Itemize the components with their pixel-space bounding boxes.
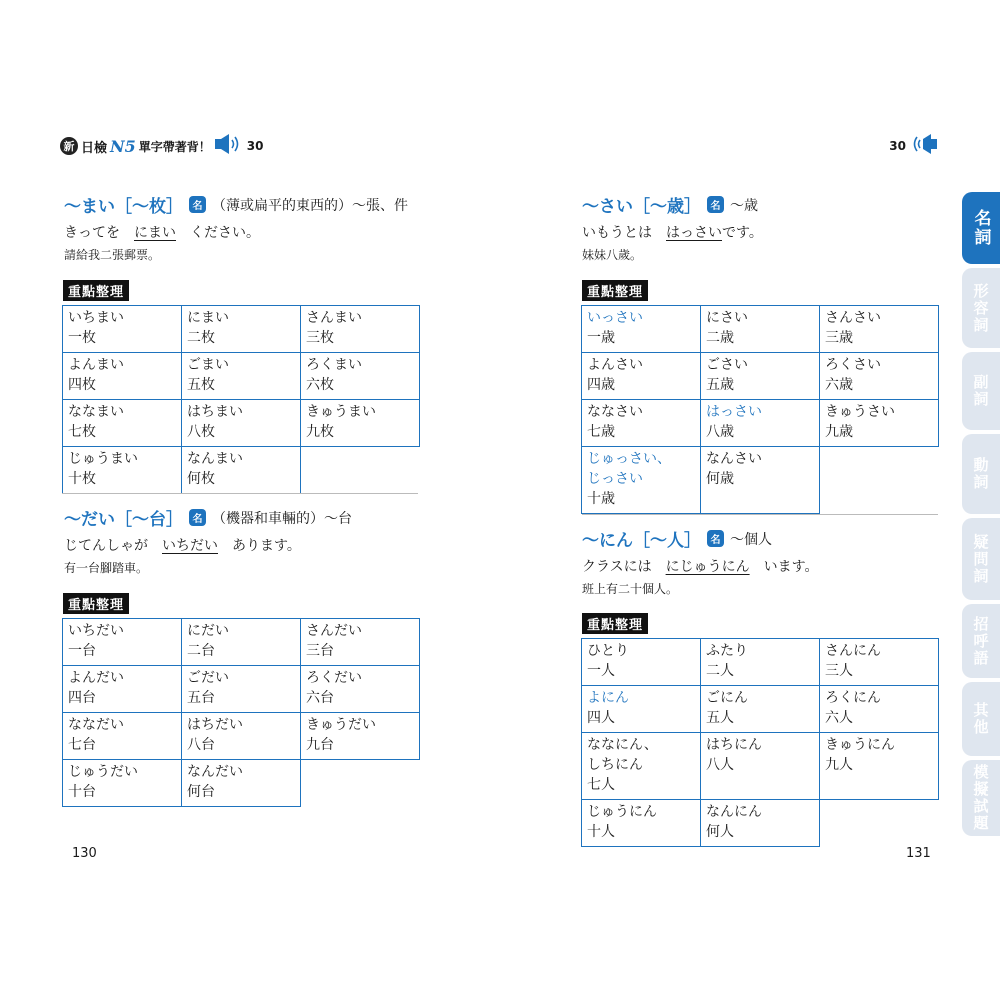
cell-kana: はちだい bbox=[187, 717, 243, 733]
entry-mai bbox=[64, 192, 444, 263]
speaker-icon[interactable] bbox=[214, 133, 242, 159]
table-row bbox=[63, 760, 420, 807]
right-page bbox=[500, 0, 1000, 1000]
example-sentence: じてんしゃが いちだい あります。 bbox=[64, 538, 301, 554]
table-row bbox=[63, 306, 420, 353]
table-cell bbox=[63, 353, 182, 400]
cell-kanji: 六歳 bbox=[825, 377, 853, 393]
cell-kana: じゅうまい bbox=[68, 451, 138, 467]
table-cell-empty bbox=[820, 800, 939, 847]
table-row bbox=[582, 686, 939, 733]
tab-8[interactable]: 模擬試題 bbox=[962, 760, 1000, 836]
pos-badge: 名 bbox=[707, 196, 724, 213]
speaker-icon[interactable] bbox=[910, 133, 938, 159]
cell-kanji: 五枚 bbox=[187, 377, 215, 393]
tab-2[interactable]: 形容詞 bbox=[962, 268, 1000, 348]
section-divider bbox=[582, 514, 938, 515]
cell-kana: さんさい bbox=[825, 310, 881, 326]
tab-3[interactable]: 副詞 bbox=[962, 352, 1000, 430]
entry-word: ～にん［～人］ bbox=[582, 531, 701, 551]
cell-kanji: 四枚 bbox=[68, 377, 96, 393]
track-number: 30 bbox=[246, 139, 264, 153]
entry-meaning: ～歳 bbox=[730, 197, 758, 214]
cell-kana: なんまい bbox=[187, 451, 243, 467]
cell-kanji: 一枚 bbox=[68, 330, 96, 346]
table-cell bbox=[182, 666, 301, 713]
example-translation: 妹妹八歲。 bbox=[582, 248, 643, 262]
cell-kanji: 九人 bbox=[825, 757, 853, 773]
cell-kanji: 九枚 bbox=[306, 424, 334, 440]
cell-kanji: 九歳 bbox=[825, 424, 853, 440]
cell-kana: よにん bbox=[587, 690, 629, 706]
cell-kana: じゅっさい、 bbox=[587, 451, 671, 467]
table-cell bbox=[582, 447, 701, 514]
cell-kana: ろくだい bbox=[306, 670, 362, 686]
entry-nin bbox=[582, 526, 962, 597]
cell-kana: ごにん bbox=[706, 690, 748, 706]
cell-kana: じゅうだい bbox=[68, 764, 138, 780]
table-cell bbox=[63, 713, 182, 760]
table-cell bbox=[820, 400, 939, 447]
cell-kanji: 十台 bbox=[68, 784, 96, 800]
summary-label: 重點整理 bbox=[63, 280, 129, 301]
cell-kana-alt: しちにん bbox=[587, 757, 643, 773]
table-row bbox=[582, 400, 939, 447]
cell-kana: ななだい bbox=[68, 717, 124, 733]
cell-kana: きゅうにん bbox=[825, 737, 895, 753]
cell-kanji: 七枚 bbox=[68, 424, 96, 440]
cell-kana: きゅうだい bbox=[306, 717, 376, 733]
cell-kana: さんまい bbox=[306, 310, 362, 326]
cell-kanji: 二枚 bbox=[187, 330, 215, 346]
example-translation: 有一台腳踏車。 bbox=[64, 561, 149, 575]
table-cell bbox=[182, 306, 301, 353]
cell-kana: にだい bbox=[187, 623, 229, 639]
cell-kanji: 五歳 bbox=[706, 377, 734, 393]
cell-kanji: 十枚 bbox=[68, 471, 96, 487]
book-header-right bbox=[887, 133, 938, 159]
cell-kanji: 二歳 bbox=[706, 330, 734, 346]
table-cell bbox=[63, 666, 182, 713]
table-row bbox=[582, 639, 939, 686]
cell-kana: じゅうにん bbox=[587, 804, 657, 820]
table-cell bbox=[63, 306, 182, 353]
example-sentence: いもうとは はっさいです。 bbox=[582, 225, 763, 241]
table-cell bbox=[301, 619, 420, 666]
cell-kana: はっさい bbox=[706, 404, 762, 420]
example-sentence: きってを にまい ください。 bbox=[64, 225, 260, 241]
cell-kana: はちにん bbox=[706, 737, 762, 753]
cell-kanji: 四歳 bbox=[587, 377, 615, 393]
cell-kana: よんだい bbox=[68, 670, 124, 686]
table-row bbox=[63, 447, 420, 494]
table-cell bbox=[701, 306, 820, 353]
cell-kana: はちまい bbox=[187, 404, 243, 420]
track-number: 30 bbox=[889, 139, 906, 153]
cell-kanji: 八枚 bbox=[187, 424, 215, 440]
cell-kana: なんだい bbox=[187, 764, 243, 780]
table-cell bbox=[63, 400, 182, 447]
cell-kanji: 七台 bbox=[68, 737, 96, 753]
example-translation: 請給我二張郵票。 bbox=[64, 248, 161, 262]
cell-kanji: 八歳 bbox=[706, 424, 734, 440]
table-cell-empty bbox=[301, 447, 420, 494]
cell-kana: さんにん bbox=[825, 643, 881, 659]
table-cell bbox=[582, 800, 701, 847]
entry-meaning: （機器和車輛的）～台 bbox=[212, 510, 352, 527]
table-cell bbox=[701, 639, 820, 686]
entry-sai bbox=[582, 192, 962, 263]
table-cell bbox=[820, 353, 939, 400]
table-cell bbox=[701, 733, 820, 800]
table-cell bbox=[820, 686, 939, 733]
table-cell bbox=[582, 686, 701, 733]
cell-kana: さんだい bbox=[306, 623, 362, 639]
table-cell bbox=[820, 306, 939, 353]
cell-kana: ろくまい bbox=[306, 357, 362, 373]
table-cell bbox=[301, 400, 420, 447]
summary-label: 重點整理 bbox=[63, 593, 129, 614]
cell-kana: ふたり bbox=[706, 643, 748, 659]
cell-kana: ごまい bbox=[187, 357, 229, 373]
table-cell bbox=[701, 353, 820, 400]
tab-4[interactable]: 動詞 bbox=[962, 434, 1000, 514]
table-cell bbox=[582, 353, 701, 400]
cell-kana: なんにん bbox=[706, 804, 762, 820]
entry-word: ～まい［～枚］ bbox=[64, 197, 183, 217]
tab-6[interactable]: 招呼語 bbox=[962, 604, 1000, 678]
table-cell bbox=[820, 733, 939, 800]
cell-kanji: 七歳 bbox=[587, 424, 615, 440]
cell-kana: にまい bbox=[187, 310, 229, 326]
table-cell bbox=[63, 447, 182, 494]
cell-kana: いちまい bbox=[68, 310, 124, 326]
cell-kanji: 二台 bbox=[187, 643, 215, 659]
header-title: 日檢 bbox=[81, 140, 108, 156]
cell-kanji: 一人 bbox=[587, 663, 615, 679]
cell-kanji: 十歳 bbox=[587, 491, 615, 507]
cell-kana: ひとり bbox=[587, 643, 629, 659]
page-number: 131 bbox=[906, 846, 931, 861]
summary-table-sai bbox=[581, 305, 939, 514]
table-row bbox=[582, 447, 939, 514]
table-cell bbox=[701, 447, 820, 514]
cell-kana: ななさい bbox=[587, 404, 643, 420]
header-n5: N5 bbox=[110, 136, 136, 156]
cell-kana: ろくさい bbox=[825, 357, 881, 373]
pos-badge: 名 bbox=[189, 196, 206, 213]
cell-kanji: 何台 bbox=[187, 784, 215, 800]
cell-kana: よんまい bbox=[68, 357, 124, 373]
cell-kana: ろくにん bbox=[825, 690, 881, 706]
cell-kanji: 四台 bbox=[68, 690, 96, 706]
cell-kana: ななにん、 bbox=[587, 737, 658, 753]
table-cell bbox=[301, 353, 420, 400]
entry-meaning: ～個人 bbox=[730, 531, 772, 548]
tab-7[interactable]: 其他 bbox=[962, 682, 1000, 756]
table-cell bbox=[182, 400, 301, 447]
cell-kanji: 六枚 bbox=[306, 377, 334, 393]
cell-kana: きゅうさい bbox=[825, 404, 895, 420]
table-row bbox=[63, 619, 420, 666]
table-cell bbox=[701, 800, 820, 847]
summary-table-nin bbox=[581, 638, 939, 847]
cell-kanji: 八人 bbox=[706, 757, 734, 773]
table-cell bbox=[182, 353, 301, 400]
example-translation: 班上有二十個人。 bbox=[582, 582, 679, 596]
cell-kanji: 一台 bbox=[68, 643, 96, 659]
table-cell bbox=[582, 733, 701, 800]
table-row bbox=[63, 713, 420, 760]
table-cell bbox=[182, 447, 301, 494]
cell-kanji: 二人 bbox=[706, 663, 734, 679]
cell-kana: いちだい bbox=[68, 623, 124, 639]
page-number: 130 bbox=[72, 846, 97, 861]
table-row bbox=[582, 800, 939, 847]
cell-kanji: 九台 bbox=[306, 737, 334, 753]
table-cell bbox=[182, 619, 301, 666]
cell-kana: なんさい bbox=[706, 451, 762, 467]
cell-kanji: 一歳 bbox=[587, 330, 615, 346]
header-subtitle: 單字帶著背！ bbox=[138, 139, 211, 154]
cell-kanji: 四人 bbox=[587, 710, 615, 726]
table-row bbox=[63, 666, 420, 713]
table-cell bbox=[63, 760, 182, 807]
cell-kana: にさい bbox=[706, 310, 748, 326]
cell-kanji: 三台 bbox=[306, 643, 334, 659]
cell-kanji: 何人 bbox=[706, 824, 734, 840]
summary-label: 重點整理 bbox=[582, 280, 648, 301]
book-header bbox=[60, 133, 264, 159]
summary-table-mai bbox=[62, 305, 420, 494]
cell-kana: いっさい bbox=[587, 310, 643, 326]
table-cell-empty bbox=[820, 447, 939, 514]
table-cell-empty bbox=[301, 760, 420, 807]
table-cell bbox=[301, 713, 420, 760]
table-cell bbox=[582, 400, 701, 447]
header-badge: 新 bbox=[60, 137, 78, 155]
table-cell bbox=[182, 713, 301, 760]
entry-dai bbox=[64, 505, 444, 576]
cell-kanji: 十人 bbox=[587, 824, 615, 840]
summary-label: 重點整理 bbox=[582, 613, 648, 634]
cell-kana: ごだい bbox=[187, 670, 229, 686]
table-cell bbox=[301, 666, 420, 713]
section-divider bbox=[62, 493, 418, 494]
table-cell bbox=[820, 639, 939, 686]
table-row bbox=[63, 353, 420, 400]
table-cell bbox=[582, 639, 701, 686]
cell-kanji: 三枚 bbox=[306, 330, 334, 346]
cell-kana: きゅうまい bbox=[306, 404, 376, 420]
summary-table-dai bbox=[62, 618, 420, 807]
table-row bbox=[582, 353, 939, 400]
cell-kana: よんさい bbox=[587, 357, 643, 373]
cell-kanji: 何枚 bbox=[187, 471, 215, 487]
pos-badge: 名 bbox=[707, 530, 724, 547]
tab-1[interactable]: 名詞 bbox=[962, 192, 1000, 264]
entry-word: ～さい［～歳］ bbox=[582, 197, 701, 217]
table-cell bbox=[582, 306, 701, 353]
table-cell bbox=[701, 400, 820, 447]
cell-kana-alt: じっさい bbox=[587, 471, 643, 487]
table-cell bbox=[301, 306, 420, 353]
cell-kanji: 八台 bbox=[187, 737, 215, 753]
cell-kana: ごさい bbox=[706, 357, 748, 373]
entry-word: ～だい［～台］ bbox=[64, 510, 183, 530]
pos-badge: 名 bbox=[189, 509, 206, 526]
tab-5[interactable]: 疑問詞 bbox=[962, 518, 1000, 600]
cell-kanji: 六人 bbox=[825, 710, 853, 726]
cell-kanji: 三歳 bbox=[825, 330, 853, 346]
table-cell bbox=[182, 760, 301, 807]
table-row bbox=[582, 733, 939, 800]
table-cell bbox=[701, 686, 820, 733]
entry-meaning: （薄或扁平的東西的）～張、件 bbox=[212, 197, 408, 214]
cell-kanji: 六台 bbox=[306, 690, 334, 706]
cell-kanji: 三人 bbox=[825, 663, 853, 679]
cell-kanji: 五台 bbox=[187, 690, 215, 706]
table-row bbox=[63, 400, 420, 447]
cell-kanji: 七人 bbox=[587, 777, 615, 793]
table-cell bbox=[63, 619, 182, 666]
table-row bbox=[582, 306, 939, 353]
cell-kanji: 何歳 bbox=[706, 471, 734, 487]
example-sentence: クラスには にじゅうにん います。 bbox=[582, 559, 819, 575]
cell-kana: ななまい bbox=[68, 404, 124, 420]
cell-kanji: 五人 bbox=[706, 710, 734, 726]
